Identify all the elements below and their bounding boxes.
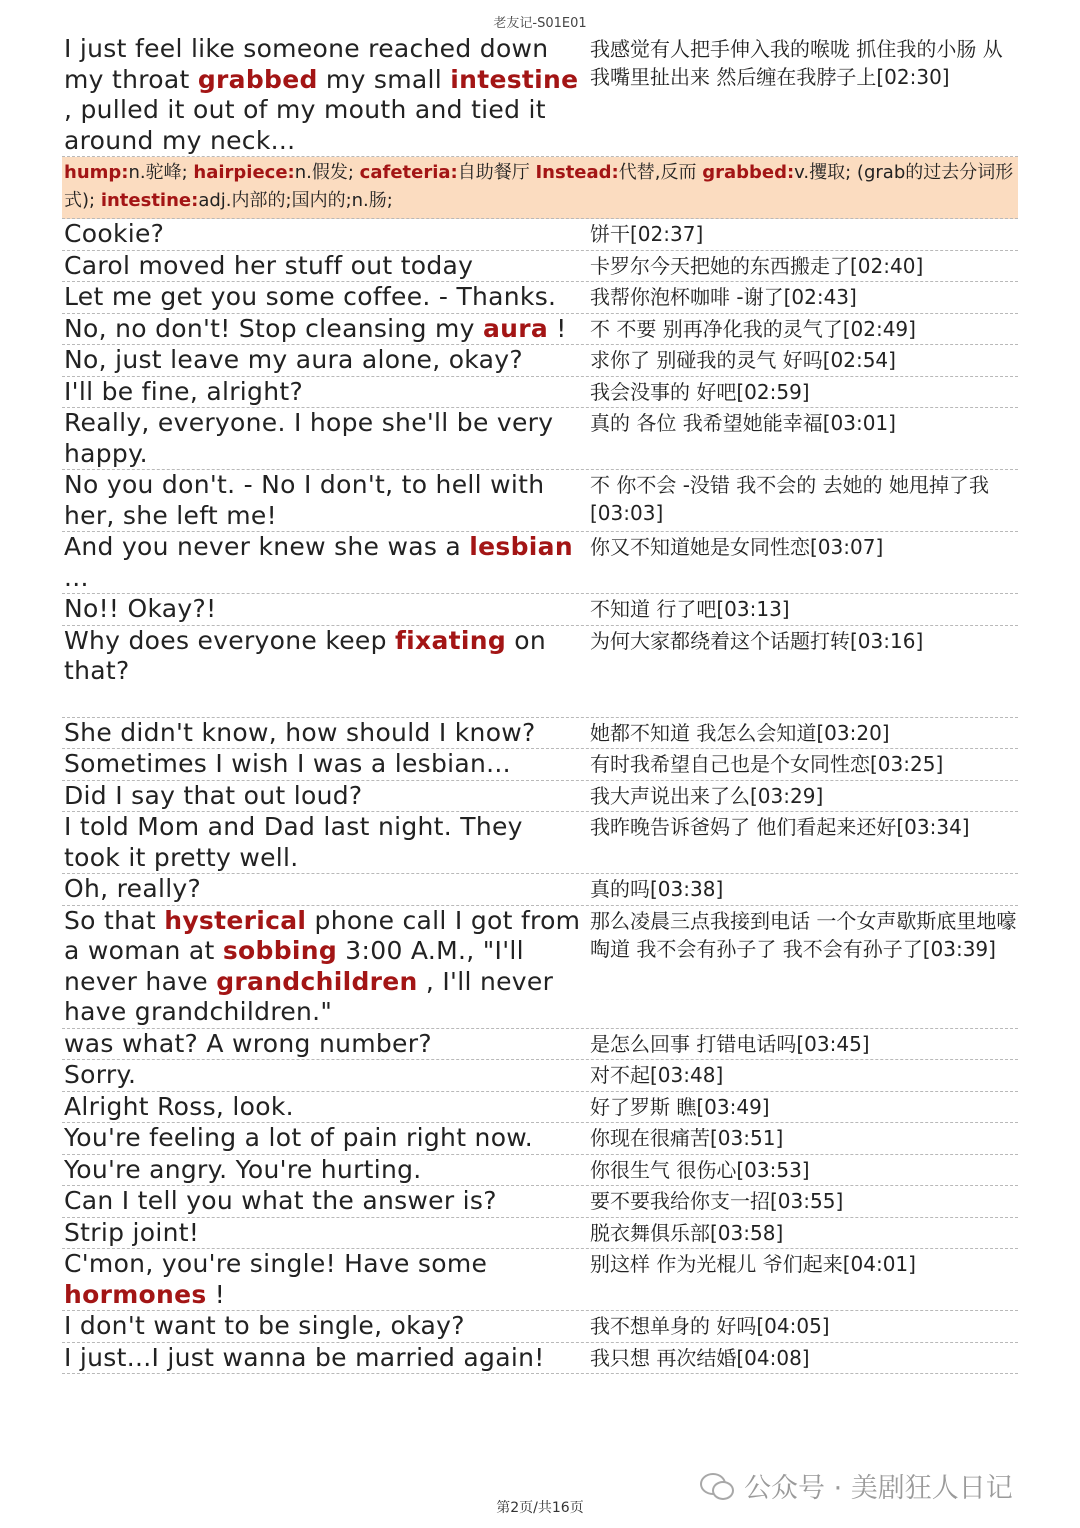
- chinese-line: 你很生气 很伤心[03:53]: [590, 1157, 810, 1182]
- dialogue-row: [62, 314, 1018, 346]
- vocab-definition: v.攫取; (grab的过去分词形式);: [64, 162, 1014, 211]
- english-text: I told Mom and Dad last night. They took it pretty well.: [64, 812, 523, 872]
- english-text: Oh, really?: [64, 874, 202, 903]
- chinese-line: 真的 各位 我希望她能幸福[03:01]: [590, 411, 896, 435]
- top-rows: [62, 34, 1018, 157]
- english-text: You're feeling a lot of pain right now.: [64, 1123, 533, 1152]
- chinese-line: 好了罗斯 瞧[03:49]: [590, 1094, 770, 1119]
- page-footer: 第2页/共16页: [496, 1500, 584, 1516]
- dialogue-row: [62, 1123, 1018, 1155]
- english-text: Strip joint!: [64, 1217, 200, 1247]
- chinese-line: 不 你不会 -没错 我不会的 去她的 她甩掉了我[03:03]: [590, 473, 990, 525]
- dialogue-row: [62, 1311, 1018, 1343]
- english-line: [62, 626, 586, 717]
- watermark-text: 公众号 · 美剧狂人日记: [744, 1473, 1013, 1504]
- english-line: [62, 251, 586, 282]
- english-text: I just feel like someone reached down my throat: [64, 34, 549, 94]
- english-text: ...: [64, 562, 89, 592]
- chinese-line: 为何大家都绕着这个话题打转[03:16]: [590, 628, 924, 653]
- chinese-line: 要不要我给你支一招[03:55]: [590, 1189, 844, 1213]
- chinese-line: 是怎么回事 打错电话吗[03:45]: [590, 1031, 870, 1056]
- chinese-line: 我感觉有人把手伸入我的喉咙 抓住我的小肠 从我嘴里扯出来 然后缠在我脖子上[02:30]: [590, 37, 1003, 89]
- english-text: Sometimes I wish I was a lesbian...: [64, 749, 511, 778]
- dialogue-row: [62, 1249, 1018, 1311]
- vocab-word: cafeteria:: [359, 162, 458, 183]
- english-text: , pulled it out of my mouth and tied it around my neck...: [64, 95, 546, 155]
- vocab-word: intestine:: [100, 190, 199, 211]
- english-line: [62, 314, 586, 345]
- english-line: [62, 34, 586, 156]
- chinese-line: 我只想 再次结婚[04:08]: [590, 1345, 810, 1370]
- chinese-line: 我昨晚告诉爸妈了 他们看起来还好[03:34]: [590, 815, 970, 839]
- chinese-line: 你现在很痛苦[03:51]: [590, 1126, 784, 1150]
- chinese-line: 那么凌晨三点我接到电话 一个女声歇斯底里地嚎啕道 我不会有孙子了 我不会有孙子了[03:39]: [590, 908, 1017, 961]
- english-line: [62, 1123, 586, 1154]
- chinese-line: 饼干[02:37]: [590, 222, 704, 246]
- vocab-definition: n.驼峰;: [128, 162, 194, 183]
- english-line: [62, 812, 586, 873]
- chinese-line: 别这样 作为光棍儿 爷们起来[04:01]: [590, 1252, 916, 1276]
- chinese-line: 你又不知道她是女同性恋[03:07]: [590, 535, 884, 559]
- dialogue-row: [62, 408, 1018, 470]
- vocab-box: [62, 157, 1018, 219]
- chinese-line: 我会没事的 好吧[02:59]: [590, 379, 810, 404]
- vocab-definition: n.假发;: [294, 162, 360, 183]
- english-text: was what? A wrong number?: [64, 1028, 432, 1058]
- english-text: , I'll never have grandchildren.": [64, 966, 554, 1026]
- english-text: I don't want to be single, okay?: [64, 1311, 465, 1340]
- dialogue-row: [62, 1218, 1018, 1250]
- dialogue-row: [62, 1092, 1018, 1124]
- english-line: [62, 1029, 586, 1060]
- english-line: [62, 749, 586, 780]
- chinese-line: 我帮你泡杯咖啡 -谢了[02:43]: [590, 285, 857, 309]
- chinese-line: 脱衣舞俱乐部[03:58]: [590, 1220, 784, 1245]
- dialogue-row: [62, 34, 1018, 157]
- chinese-line: 不 不要 别再净化我的灵气了[02:49]: [590, 316, 916, 341]
- english-text: Alright Ross, look.: [64, 1091, 294, 1121]
- chinese-line: 她都不知道 我怎么会知道[03:20]: [590, 720, 890, 745]
- dialogue-row: [62, 749, 1018, 781]
- english-text: You're angry. You're hurting.: [64, 1154, 422, 1184]
- dialogue-row: [62, 1186, 1018, 1218]
- dialogue-row: [62, 874, 1018, 906]
- keyword: intestine: [450, 64, 579, 94]
- vocab-definition: 代替,反而: [618, 162, 703, 183]
- vocab-word: Instead:: [535, 162, 619, 183]
- keyword: sobbing: [222, 936, 338, 965]
- dialogue-row: [62, 1029, 1018, 1061]
- english-text: No, no don't! Stop cleansing my: [64, 313, 483, 343]
- dialogue-rows: [62, 219, 1018, 1374]
- english-line: [62, 874, 586, 905]
- english-line: [62, 1311, 586, 1342]
- english-text: 3:00 A.M., "I'll never have: [64, 936, 524, 996]
- english-line: [62, 1343, 586, 1374]
- english-text: Sorry.: [64, 1060, 137, 1089]
- english-line: [62, 1186, 586, 1217]
- keyword: lesbian: [469, 532, 573, 561]
- english-text: !: [548, 313, 567, 343]
- english-text: She didn't know, how should I know?: [64, 717, 536, 747]
- english-line: [62, 718, 586, 749]
- english-line: [62, 1060, 586, 1091]
- dialogue-row: [62, 470, 1018, 532]
- english-line: [62, 408, 586, 469]
- dialogue-row: [62, 282, 1018, 314]
- dialogue-row: [62, 1343, 1018, 1375]
- chinese-line: 我大声说出来了么[03:29]: [590, 783, 824, 808]
- english-line: [62, 1218, 586, 1249]
- english-line: [62, 282, 586, 313]
- dialogue-row: [62, 812, 1018, 874]
- english-text: I just...I just wanna be married again!: [64, 1342, 545, 1372]
- dialogue-row: [62, 377, 1018, 409]
- english-line: [62, 781, 586, 812]
- chinese-line: 我不想单身的 好吗[04:05]: [590, 1314, 830, 1338]
- english-text: phone call I got from a woman at: [64, 905, 581, 965]
- chinese-line: 真的吗[03:38]: [590, 877, 724, 901]
- english-line: [62, 906, 586, 1028]
- english-line: [62, 345, 586, 376]
- english-text: my small: [317, 64, 451, 94]
- vocab-word: hairpiece:: [193, 162, 295, 183]
- dialogue-row: [62, 718, 1018, 750]
- vocab-word: grabbed:: [702, 162, 795, 183]
- english-line: [62, 1155, 586, 1186]
- dialogue-row: [62, 219, 1018, 251]
- english-text: on that?: [64, 625, 547, 685]
- keyword: hormones: [64, 1279, 207, 1309]
- english-line: [62, 1092, 586, 1123]
- english-line: [62, 377, 586, 408]
- keyword: fixating: [394, 625, 507, 655]
- wechat-icon: [700, 1471, 734, 1501]
- english-text: Why does everyone keep: [64, 625, 395, 655]
- page-header: 老友记-S01E01: [493, 16, 587, 31]
- dialogue-row: [62, 1060, 1018, 1092]
- chinese-line: 卡罗尔今天把她的东西搬走了[02:40]: [590, 253, 924, 278]
- english-text: No you don't. - No I don't, to hell with her, she left me!: [64, 470, 545, 530]
- keyword: grandchildren: [216, 966, 418, 996]
- chinese-line: 对不起[03:48]: [590, 1063, 724, 1087]
- dialogue-row: [62, 594, 1018, 626]
- dialogue-row: [62, 345, 1018, 377]
- english-text: And you never knew she was a: [64, 532, 470, 561]
- english-text: So that: [64, 905, 165, 935]
- dialogue-row: [62, 781, 1018, 813]
- english-text: C'mon, you're single! Have some: [64, 1249, 488, 1278]
- dialogue-row: [62, 626, 1018, 718]
- english-text: I'll be fine, alright?: [64, 376, 304, 406]
- vocab-word: hump:: [64, 162, 129, 183]
- vocab-definition: adj.内部的;国内的;n.肠;: [198, 190, 393, 211]
- english-line: [62, 470, 586, 531]
- vocab-definition: 自助餐厅: [457, 162, 536, 183]
- keyword: hysterical: [164, 905, 307, 935]
- english-text: !: [206, 1279, 226, 1309]
- keyword: aura: [482, 313, 549, 343]
- english-line: [62, 219, 586, 250]
- english-line: [62, 532, 586, 593]
- english-text: Can I tell you what the answer is?: [64, 1186, 497, 1215]
- chinese-line: 有时我希望自己也是个女同性恋[03:25]: [590, 752, 944, 776]
- dialogue-row: [62, 532, 1018, 594]
- english-text: Cookie?: [64, 219, 165, 248]
- english-text: No!! Okay?!: [64, 594, 217, 623]
- english-line: [62, 594, 586, 625]
- english-text: Carol moved her stuff out today: [64, 250, 474, 280]
- english-text: No, just leave my aura alone, okay?: [64, 345, 523, 374]
- english-text: Did I say that out loud?: [64, 780, 363, 810]
- english-text: Let me get you some coffee. - Thanks.: [64, 282, 557, 311]
- keyword: grabbed: [197, 64, 318, 94]
- chinese-line: 不知道 行了吧[03:13]: [590, 597, 790, 621]
- dialogue-row: [62, 251, 1018, 283]
- english-line: [62, 1249, 586, 1310]
- chinese-line: 求你了 别碰我的灵气 好吗[02:54]: [590, 348, 896, 372]
- subtitle-table: [62, 34, 1018, 1374]
- english-text: Really, everyone. I hope she'll be very happy.: [64, 408, 554, 468]
- dialogue-row: [62, 1155, 1018, 1187]
- dialogue-row: [62, 906, 1018, 1029]
